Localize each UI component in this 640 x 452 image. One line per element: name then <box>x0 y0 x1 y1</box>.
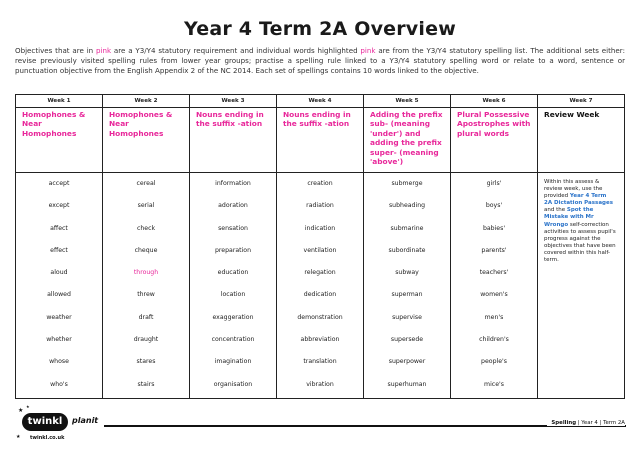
spelling-word: subway <box>395 269 419 277</box>
spelling-word: aloud <box>50 269 68 277</box>
spelling-word: boys' <box>485 202 503 210</box>
spelling-word: through <box>133 269 159 277</box>
spelling-word: check <box>136 224 156 232</box>
intro-text-1: Objectives that are in <box>15 46 97 55</box>
spelling-word: location <box>220 291 246 299</box>
word-list <box>103 173 190 399</box>
review-note <box>538 173 624 264</box>
spelling-word: affect <box>50 224 68 232</box>
spelling-word: stares <box>136 358 156 366</box>
spelling-word: cheque <box>134 246 158 254</box>
word-list <box>538 173 625 399</box>
spelling-word: radiation <box>306 202 334 210</box>
spelling-word: men's <box>484 313 504 321</box>
spelling-word: ventilation <box>303 246 337 254</box>
spelling-word: translation <box>303 358 337 366</box>
spelling-word: relegation <box>304 269 336 277</box>
word-list <box>364 173 451 399</box>
spelling-word: creation <box>307 180 333 187</box>
spelling-word: threw <box>137 291 155 299</box>
spelling-word: submerge <box>391 180 423 187</box>
week-topic: Homophones & Near Homophones <box>103 108 190 173</box>
spelling-word: vibration <box>306 380 334 388</box>
week-header-row <box>16 95 625 108</box>
week-label: Week 3 <box>190 95 277 108</box>
week-topic: Nouns ending in the suffix -ation <box>277 108 364 173</box>
spelling-word: mice's <box>484 380 504 388</box>
spelling-word: cereal <box>136 180 156 187</box>
spelling-word: indication <box>304 224 336 232</box>
spelling-word: imagination <box>214 358 252 366</box>
spelling-word: except <box>48 202 70 210</box>
review-note-part: and the <box>544 207 567 214</box>
star-icon: ★ <box>26 404 30 409</box>
star-icon: ★ <box>16 434 21 440</box>
spelling-word: draught <box>133 336 159 344</box>
spelling-word: parents' <box>481 246 507 254</box>
spelling-word: whose <box>49 358 69 366</box>
spelling-word: allowed <box>47 291 71 299</box>
spelling-word: girls' <box>486 180 502 187</box>
review-note-part: Within this assess & review week, use the provided <box>544 179 603 200</box>
week-label: Week 1 <box>16 95 103 108</box>
page-title: Year 4 Term 2A Overview <box>184 18 456 40</box>
spelling-word: organisation <box>213 380 253 388</box>
word-list <box>190 173 277 399</box>
intro-text-2: are a Y3/Y4 statutory requirement and individual words highlighted <box>111 46 361 55</box>
spelling-word: children's <box>479 336 509 344</box>
spelling-word: stairs <box>137 380 155 388</box>
word-list <box>277 173 364 399</box>
intro-pink-2: pink <box>360 46 376 55</box>
spelling-word: superman <box>391 291 423 299</box>
word-list <box>451 173 538 399</box>
spelling-word: supervise <box>392 313 422 321</box>
spelling-word: superpower <box>388 358 426 366</box>
spelling-word: accept <box>48 180 70 187</box>
topic-row <box>16 108 625 173</box>
logo-text: twinkl <box>22 413 68 431</box>
spelling-word: whether <box>46 336 72 344</box>
spelling-word: information <box>215 180 251 187</box>
spelling-word: education <box>217 269 249 277</box>
week-label: Week 5 <box>364 95 451 108</box>
spelling-word: subheading <box>388 202 426 210</box>
twinkl-logo <box>16 404 102 448</box>
spelling-word: who's <box>50 380 68 388</box>
review-note-part: Spot the Mistake with Mr Wrongo <box>544 207 594 228</box>
spelling-word: people's <box>481 358 507 366</box>
spelling-word: weather <box>46 313 72 321</box>
intro-pink-1: pink <box>96 46 112 55</box>
spelling-word: superhuman <box>387 380 427 388</box>
overview-table <box>15 94 625 399</box>
logo-url: twinkl.co.uk <box>30 435 65 441</box>
spelling-word: supersede <box>390 336 424 344</box>
week-topic: Plural Possessive Apostrophes with plural words <box>451 108 538 173</box>
intro-text-3: are from the Y3/Y4 statutory spelling list. The additional sets either: revise previously visited spelling rules from lower year groups; practise a spelling rule linked to a Y3/Y4 statutory spelling word or relate to a word, sentence or punctuation objective from the English Appendix 2 of the NC 2014. Each set of spellings contains 10 words linked to the objective. <box>15 46 625 76</box>
intro-paragraph <box>15 46 625 77</box>
crumb-subject: Spelling <box>551 420 577 426</box>
spelling-word: exaggeration <box>212 313 254 321</box>
spelling-word: submarine <box>390 224 424 232</box>
spelling-word: teachers' <box>479 269 509 277</box>
review-note-part: self-correction activities to assess pupil's progress against the objectives that have been covered within this half-term. <box>544 221 616 264</box>
week-label: Week 6 <box>451 95 538 108</box>
spelling-word: adoration <box>218 202 248 210</box>
week-topic: Adding the prefix sub- (meaning 'under') and adding the prefix super- (meaning 'above') <box>364 108 451 173</box>
spelling-word: demonstration <box>297 313 343 321</box>
spelling-word: babies' <box>482 224 506 232</box>
footer-breadcrumb <box>547 420 625 426</box>
spelling-word: concentration <box>211 336 255 344</box>
star-icon: ★ <box>18 407 24 414</box>
spelling-word: serial <box>137 202 155 210</box>
logo-planit: planit <box>72 416 99 425</box>
spelling-word: abbreviation <box>300 336 340 344</box>
week-topic: Homophones & Near Homophones <box>16 108 103 173</box>
spelling-word: effect <box>50 246 68 254</box>
spelling-word: dedication <box>303 291 337 299</box>
week-topic: Nouns ending in the suffix -ation <box>190 108 277 173</box>
spelling-word: preparation <box>214 246 252 254</box>
spelling-word: draft <box>138 313 154 321</box>
words-row <box>16 173 625 399</box>
word-list <box>16 173 103 399</box>
week-label: Week 4 <box>277 95 364 108</box>
crumb-rest: | Year 4 | Term 2A <box>576 420 625 426</box>
week-label: Week 7 <box>538 95 625 108</box>
spelling-word: subordinate <box>388 246 426 254</box>
footer <box>0 398 640 452</box>
spelling-word: women's <box>480 291 508 299</box>
spelling-word: sensation <box>218 224 248 232</box>
week-topic: Review Week <box>538 108 625 173</box>
review-note-part: Year 4 Term 2A Dictation Passages <box>544 193 613 207</box>
week-label: Week 2 <box>103 95 190 108</box>
